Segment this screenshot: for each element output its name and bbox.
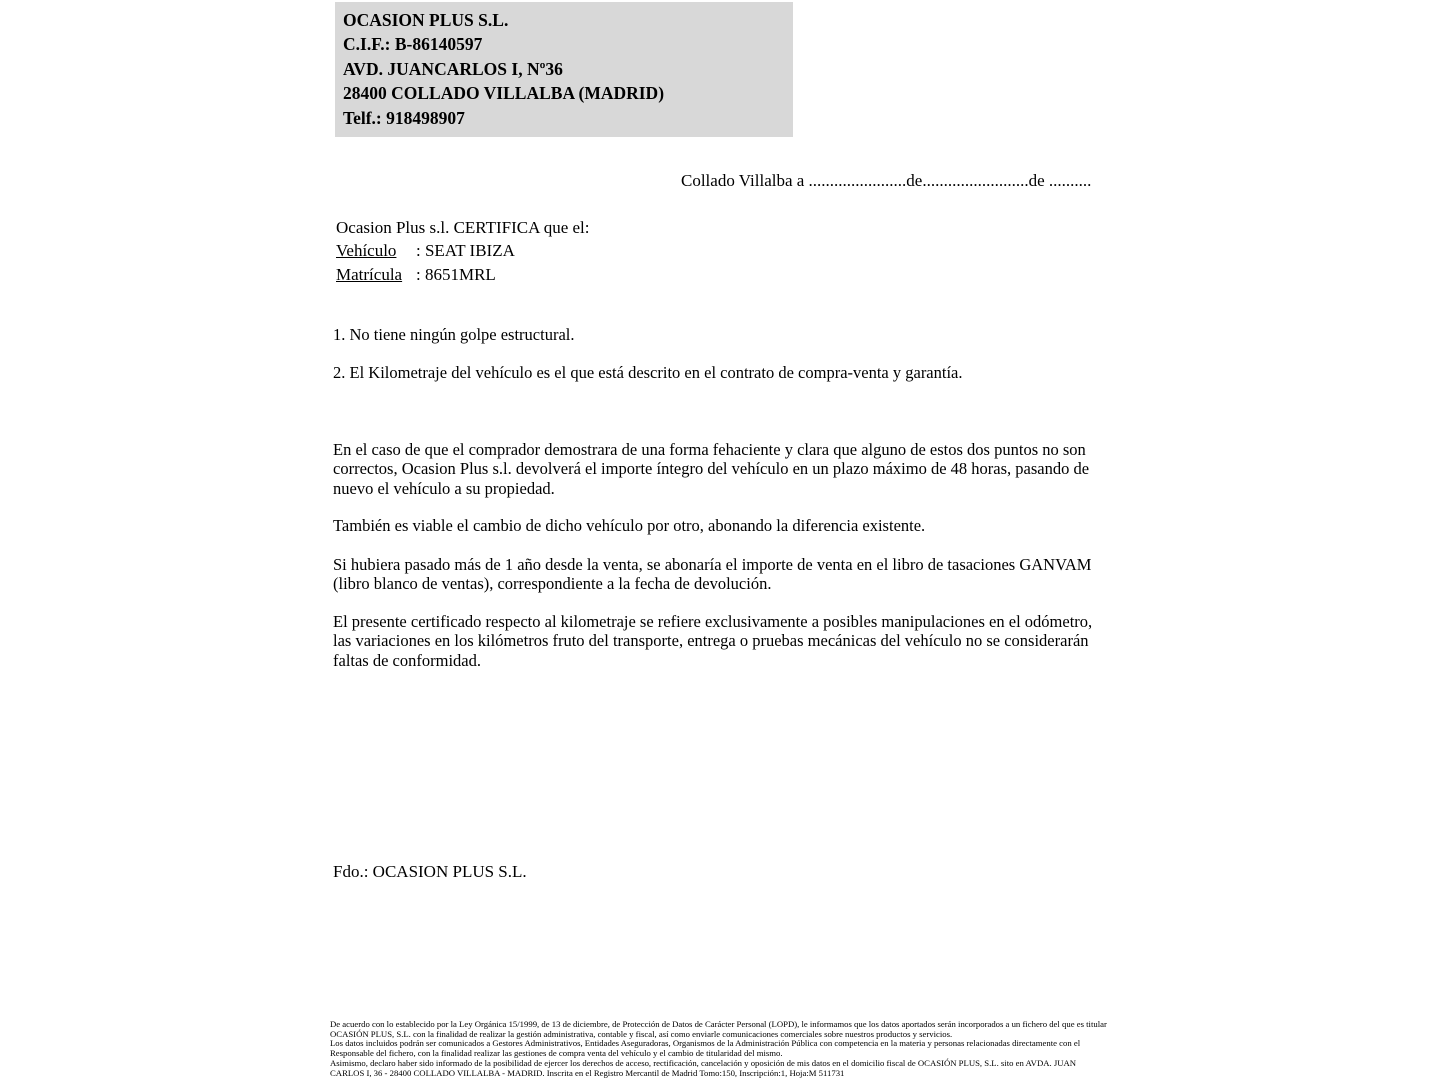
company-phone: Telf.: 918498907 <box>343 107 465 128</box>
footer-line-4: Responsable del fichero, con la finalidad realizar las gestiones de compra venta del vehículo y el cambio de titularidad del mismo. <box>330 1048 783 1059</box>
certification-block <box>336 216 590 286</box>
company-header-box <box>335 2 793 137</box>
clause-2: 2. El Kilometraje del vehículo es el que está descrito en el contrato de compra-venta y garantía. <box>333 363 963 382</box>
paragraph-odometer-scope: El presente certificado respecto al kilometraje se refiere exclusivamente a posibles manipulaciones en el odómetro, las variaciones en los kilómetros fruto del transporte, entrega o pruebas mecánicas del vehículo no se considerarán faltas de conformidad. <box>333 612 1093 670</box>
legal-footer <box>330 1020 1430 1078</box>
vehicle-row <box>336 239 590 262</box>
company-cif: C.I.F.: B-86140597 <box>343 34 483 55</box>
company-name: OCASION PLUS S.L. <box>343 10 509 30</box>
paragraph-refund-terms: En el caso de que el comprador demostrara de una forma fehaciente y clara que alguno de estos dos puntos no son correctos, Ocasion Plus s.l. devolverá el importe íntegro del vehículo en un plazo máximo de 48 horas, pasando de nuevo el vehículo a su propiedad. <box>333 440 1090 498</box>
vehicle-label: Vehículo <box>336 241 397 261</box>
footer-line-2: OCASIÓN PLUS, S.L. con la finalidad de realizar la gestión administrativa, contable y fiscal, así como enviarle comunicaciones comerciales sobre nuestros productos y servicios. <box>330 1028 953 1039</box>
paragraph-ganvam-valuation: Si hubiera pasado más de 1 año desde la venta, se abonaría el importe de venta en el libro de tasaciones GANVAM (libro blanco de ventas), correspondiente a la fecha de devolución. <box>333 555 1092 594</box>
footer-line-1: De acuerdo con lo establecido por la Ley Orgánica 15/1999, de 13 de diciembre, de Protección de Datos de Carácter Personal (LOPD), le informamos que los datos aportados serán incorporados a un fichero del que es titular <box>330 1019 1107 1029</box>
footer-line-3: Los datos incluidos podrán ser comunicados a Gestores Administrativos, Entidades Aseguradoras, Organismos de la Administración Pública con competencia en la materia y personas relacionadas directamente con el <box>330 1038 1081 1049</box>
signature-line: Fdo.: OCASION PLUS S.L. <box>333 862 527 881</box>
date-fill-in-line: Collado Villalba a .......................de.........................de .......... <box>681 171 1092 190</box>
certify-intro: Ocasion Plus s.l. CERTIFICA que el: <box>336 218 590 237</box>
footer-line-5: Asimismo, declaro haber sido informado de la posibilidad de ejercer los derechos de acceso, rectificación, cancelación y oposición de mis datos en el domicilio fiscal de OCASIÓN PLUS, S.L. sito en AVDA. JUAN <box>330 1057 1077 1068</box>
company-city: 28400 COLLADO VILLALBA (MADRID) <box>343 83 665 104</box>
plate-value: : 8651MRL <box>416 264 496 284</box>
plate-label: Matrícula <box>336 264 403 284</box>
company-address: AVD. JUANCARLOS I, Nº36 <box>343 58 563 79</box>
plate-row <box>336 263 590 286</box>
footer-line-6: CARLOS I, 36 - 28400 COLLADO VILLALBA - MADRID. Inscrita en el Registro Mercantil de Madrid Tomo:150, Inscripción:1, Hoja:M 511731 <box>330 1067 845 1078</box>
clause-1: 1. No tiene ningún golpe estructural. <box>333 325 575 344</box>
paragraph-exchange-option: También es viable el cambio de dicho vehículo por otro, abonando la diferencia existente. <box>333 516 926 535</box>
vehicle-value: : SEAT IBIZA <box>416 241 515 261</box>
